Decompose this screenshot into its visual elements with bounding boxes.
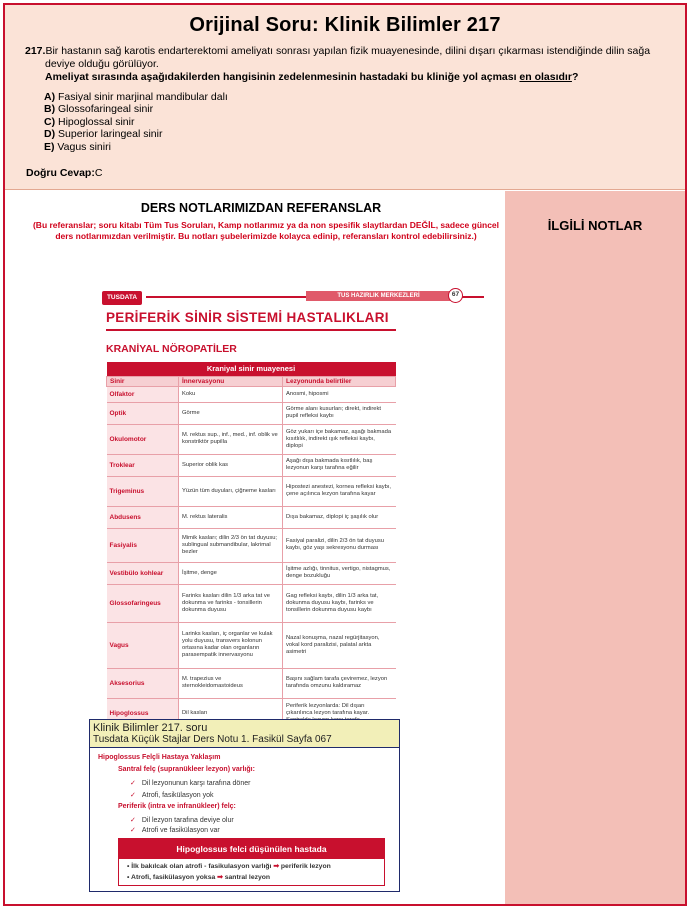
related-notes-title: İLGİLİ NOTLAR bbox=[547, 218, 643, 233]
option-letter: C) bbox=[44, 115, 56, 128]
table-row bbox=[107, 562, 396, 584]
table-cell: Periferik lezyonlarda: Dil dışarı çıkarılınca lezyon tarafına kayar. bbox=[283, 698, 396, 728]
table-header: Sinir bbox=[107, 376, 179, 386]
table-row bbox=[107, 402, 396, 424]
table-cell: Aşağı dışa bakmada kısıtlılık, baş lezyonun karşı tarafına eğilir bbox=[283, 454, 396, 476]
table-row bbox=[107, 528, 396, 562]
table-cell: Okulomotor bbox=[107, 424, 179, 454]
table-cell: Farinks kasları dilin 1/3 arka tat ve dokunma ve farinks - tonsillerin dokunma duyusu bbox=[179, 584, 283, 622]
bullet: • bbox=[127, 874, 130, 881]
question-stem-line1: Bir hastanın sağ karotis endarterektomi ameliyatı sonrası yapılan fizik muayenesinde, dilini dışarı çıkarması istendiğinde dilin sağa bbox=[45, 45, 651, 57]
tusdata-logo: TUSDATA bbox=[102, 291, 142, 305]
chapter-title: PERİFERİK SİNİR SİSTEMİ HASTALIKLARI bbox=[106, 310, 389, 325]
list-item-text: Atrofi ve fasikülasyon var bbox=[141, 827, 220, 834]
table-header: Lezyonunda belirtiler bbox=[283, 376, 396, 386]
option-text: Hipoglossal sinir bbox=[55, 115, 135, 128]
check-icon: ✓ bbox=[130, 817, 136, 824]
section-title: KRANİYAL NÖROPATİLER bbox=[106, 343, 237, 355]
option-d bbox=[44, 128, 228, 140]
option-letter: A) bbox=[44, 91, 56, 103]
option-b bbox=[44, 103, 228, 115]
box-line bbox=[127, 873, 384, 881]
check-icon: ✓ bbox=[130, 780, 136, 787]
table-cell: Troklear bbox=[107, 454, 179, 476]
box-line-result: periferik lezyon bbox=[280, 863, 331, 870]
box-line-text: İlk bakılcak olan atrofi - fasikulasyon varlığı bbox=[131, 863, 274, 870]
emphasis-end: ? bbox=[571, 71, 579, 83]
table-cell: Görme bbox=[179, 402, 283, 424]
option-letter: E) bbox=[44, 140, 55, 153]
table-cell: Olfaktor bbox=[107, 386, 179, 402]
table-cell: Vestibülo kohlear bbox=[107, 562, 179, 584]
header-band: TUS HAZIRLIK MERKEZLERİ bbox=[306, 291, 451, 301]
table-cell: Hipostezi anestezi, kornea refleksi kaybı, çene açılınca lezyon tarafına kayar bbox=[283, 476, 396, 506]
reference-source-overlay bbox=[89, 719, 400, 892]
overlay-header bbox=[90, 720, 399, 748]
chapter-rule bbox=[106, 329, 396, 331]
table-row bbox=[107, 476, 396, 506]
list-item bbox=[130, 791, 213, 799]
arrow-icon: ➡ bbox=[217, 874, 223, 881]
table-cell: Optik bbox=[107, 402, 179, 424]
question-panel bbox=[5, 5, 685, 190]
table-cell: Abdusens bbox=[107, 506, 179, 528]
option-text: Glossofaringeal sinir bbox=[55, 103, 154, 116]
table-row bbox=[107, 386, 396, 402]
list-item-text: Dil lezyon tarafına deviye olur bbox=[141, 817, 234, 824]
reference-panel bbox=[17, 191, 505, 906]
table-cell: Yüzün tüm duyuları, çiğneme kasları bbox=[179, 476, 283, 506]
table-cell: Superior oblik kas bbox=[179, 454, 283, 476]
question-number: 217. bbox=[25, 45, 46, 57]
table-cell: Vagus bbox=[107, 622, 179, 668]
list-item bbox=[130, 816, 234, 824]
box-line-result: santral lezyon bbox=[224, 874, 271, 881]
table-cell: Fasiyalis bbox=[107, 528, 179, 562]
box-title: Hipoglossus felci düşünülen hastada bbox=[119, 839, 384, 859]
box-line bbox=[127, 862, 384, 870]
table-row bbox=[107, 454, 396, 476]
option-text: Fasiyal sinir marjinal mandibular dalı bbox=[55, 91, 228, 103]
table-cell: Başını sağlam tarafa çeviremez, lezyon tarafında omzunu kaldıramaz bbox=[283, 668, 396, 698]
table-row bbox=[107, 584, 396, 622]
table-row bbox=[107, 506, 396, 528]
reference-title: DERS NOTLARIMIZDAN REFERANSLAR bbox=[140, 201, 382, 215]
table-cell: Aksesorius bbox=[107, 668, 179, 698]
table-cell: Fasiyal paralizi, dilin 2/3 ön tat duyusu kaybı, göz yaşı sekresyonu durması bbox=[283, 528, 396, 562]
question-emphasis bbox=[25, 71, 675, 84]
emphasis-underline: en olasıdır bbox=[519, 71, 572, 83]
table-cell: Trigeminus bbox=[107, 476, 179, 506]
overlay-source: Tusdata Küçük Stajlar Ders Notu 1. Fasikül Sayfa 067 bbox=[93, 734, 332, 745]
option-letter: D) bbox=[44, 128, 56, 141]
page-frame bbox=[3, 3, 687, 906]
table-cell: Göz yukarı içe bakamaz, aşağı bakmada kısıtlılık, indirekt ışık refleksi kaybı, diplopi bbox=[283, 424, 396, 454]
page-title: Orijinal Soru: Klinik Bilimler 217 bbox=[189, 14, 501, 36]
table-cell: Gag refleksi kaybı, dilin 1/3 arka tat, dokunma duyusu kaybı, farinks ve tonsillerin dokunma duyusu kaybı bbox=[283, 584, 396, 622]
table-cell: Koku bbox=[179, 386, 283, 402]
option-c bbox=[44, 116, 228, 128]
table-cell: Glossofaringeus bbox=[107, 584, 179, 622]
list-item-text: Dil lezyonunun karşı tarafına döner bbox=[141, 780, 251, 787]
list-item-text: Atrofi, fasikülasyon yok bbox=[141, 792, 214, 799]
option-e bbox=[44, 141, 228, 153]
reference-note: (Bu referanslar; soru kitabı Tüm Tus Soruları, Kamp notlarımız ya da non spesifik slaytlardan DEĞİL, sadece güncel ders notlarımızdan verilmiştir. Bu notları şubelerimizde kolayca edinip, referansları kontrol edebilirsiniz.) bbox=[32, 220, 500, 241]
page-number: 67 bbox=[448, 288, 463, 303]
overlay-heading: Hipoglossus Felçli Hastaya Yaklaşım bbox=[98, 754, 221, 761]
answer-label: Doğru Cevap: bbox=[26, 167, 95, 179]
cranial-nerve-table bbox=[106, 362, 396, 729]
table-cell: Anosmi, hiposmi bbox=[283, 386, 396, 402]
list-item bbox=[130, 826, 220, 834]
answer-value: C bbox=[94, 167, 103, 179]
table-cell: M. trapezius ve sternokleidomastoideus bbox=[179, 668, 283, 698]
central-heading: Santral felç (supranükleer lezyon) varlığı: bbox=[118, 766, 255, 773]
table-row bbox=[107, 424, 396, 454]
table-row bbox=[107, 622, 396, 668]
table-cell: İşitme, denge bbox=[179, 562, 283, 584]
table-header: İnnervasyonu bbox=[179, 376, 283, 386]
answer-options bbox=[44, 91, 228, 153]
hypoglossus-box bbox=[118, 838, 385, 886]
check-icon: ✓ bbox=[130, 827, 136, 834]
question-text bbox=[25, 45, 675, 84]
table-cell: Hipoglossus bbox=[107, 698, 179, 728]
table-caption: Kraniyal sinir muayenesi bbox=[107, 362, 396, 376]
list-item bbox=[130, 779, 250, 787]
option-letter: B) bbox=[44, 103, 56, 116]
emphasis-text: Ameliyat sırasında aşağıdakilerden hangisinin zedelenmesinin hastadaki bu kliniğe yol açması bbox=[45, 71, 520, 83]
box-line-text: Atrofi, fasikülasyon yoksa bbox=[131, 874, 218, 881]
check-icon: ✓ bbox=[130, 792, 136, 799]
table-cell: İşitme azlığı, tinnitus, vertigo, nistagmus, denge bozukluğu bbox=[283, 562, 396, 584]
table-cell: Nazal konuşma, nazal regürjitasyon, vokal kord paralizisi, palatal arkta asimetri bbox=[283, 622, 396, 668]
related-notes-panel bbox=[505, 191, 685, 906]
table-cell: Dışa bakamaz, diplopi iç şaşılık olur bbox=[283, 506, 396, 528]
correct-answer bbox=[26, 167, 102, 179]
table-cell: M. rektus lateralis bbox=[179, 506, 283, 528]
option-text: Vagus siniri bbox=[54, 140, 111, 153]
bullet: • bbox=[127, 863, 130, 870]
arrow-icon: ➡ bbox=[273, 863, 280, 870]
table-cell: Mimik kasları; dilin 2/3 ön tat duyusu; sublingual submandibular, lakrimal bezler bbox=[179, 528, 283, 562]
option-text: Superior laringeal sinir bbox=[55, 128, 163, 141]
option-a bbox=[44, 91, 228, 103]
table-cell: Larinks kasları, iç organlar ve kulak yolu duyusu, transvers kolonun ortasına kadar olan organların parasempatik innervasyonu bbox=[179, 622, 283, 668]
table-cell: Dil kasları bbox=[179, 698, 283, 728]
question-stem-line2: deviye olduğu görülüyor. bbox=[45, 58, 159, 70]
table-row bbox=[107, 668, 396, 698]
table-cell: M. rektus sup., inf., med., inf. oblik ve konstriktör pupilla bbox=[179, 424, 283, 454]
overlay-title: Klinik Bilimler 217. soru bbox=[93, 722, 208, 734]
peripheral-heading: Periferik (intra ve infranükleer) felç: bbox=[118, 803, 236, 810]
table-cell: Görme alanı kusurları; direkt, indirekt pupil refleksi kaybı bbox=[283, 402, 396, 424]
